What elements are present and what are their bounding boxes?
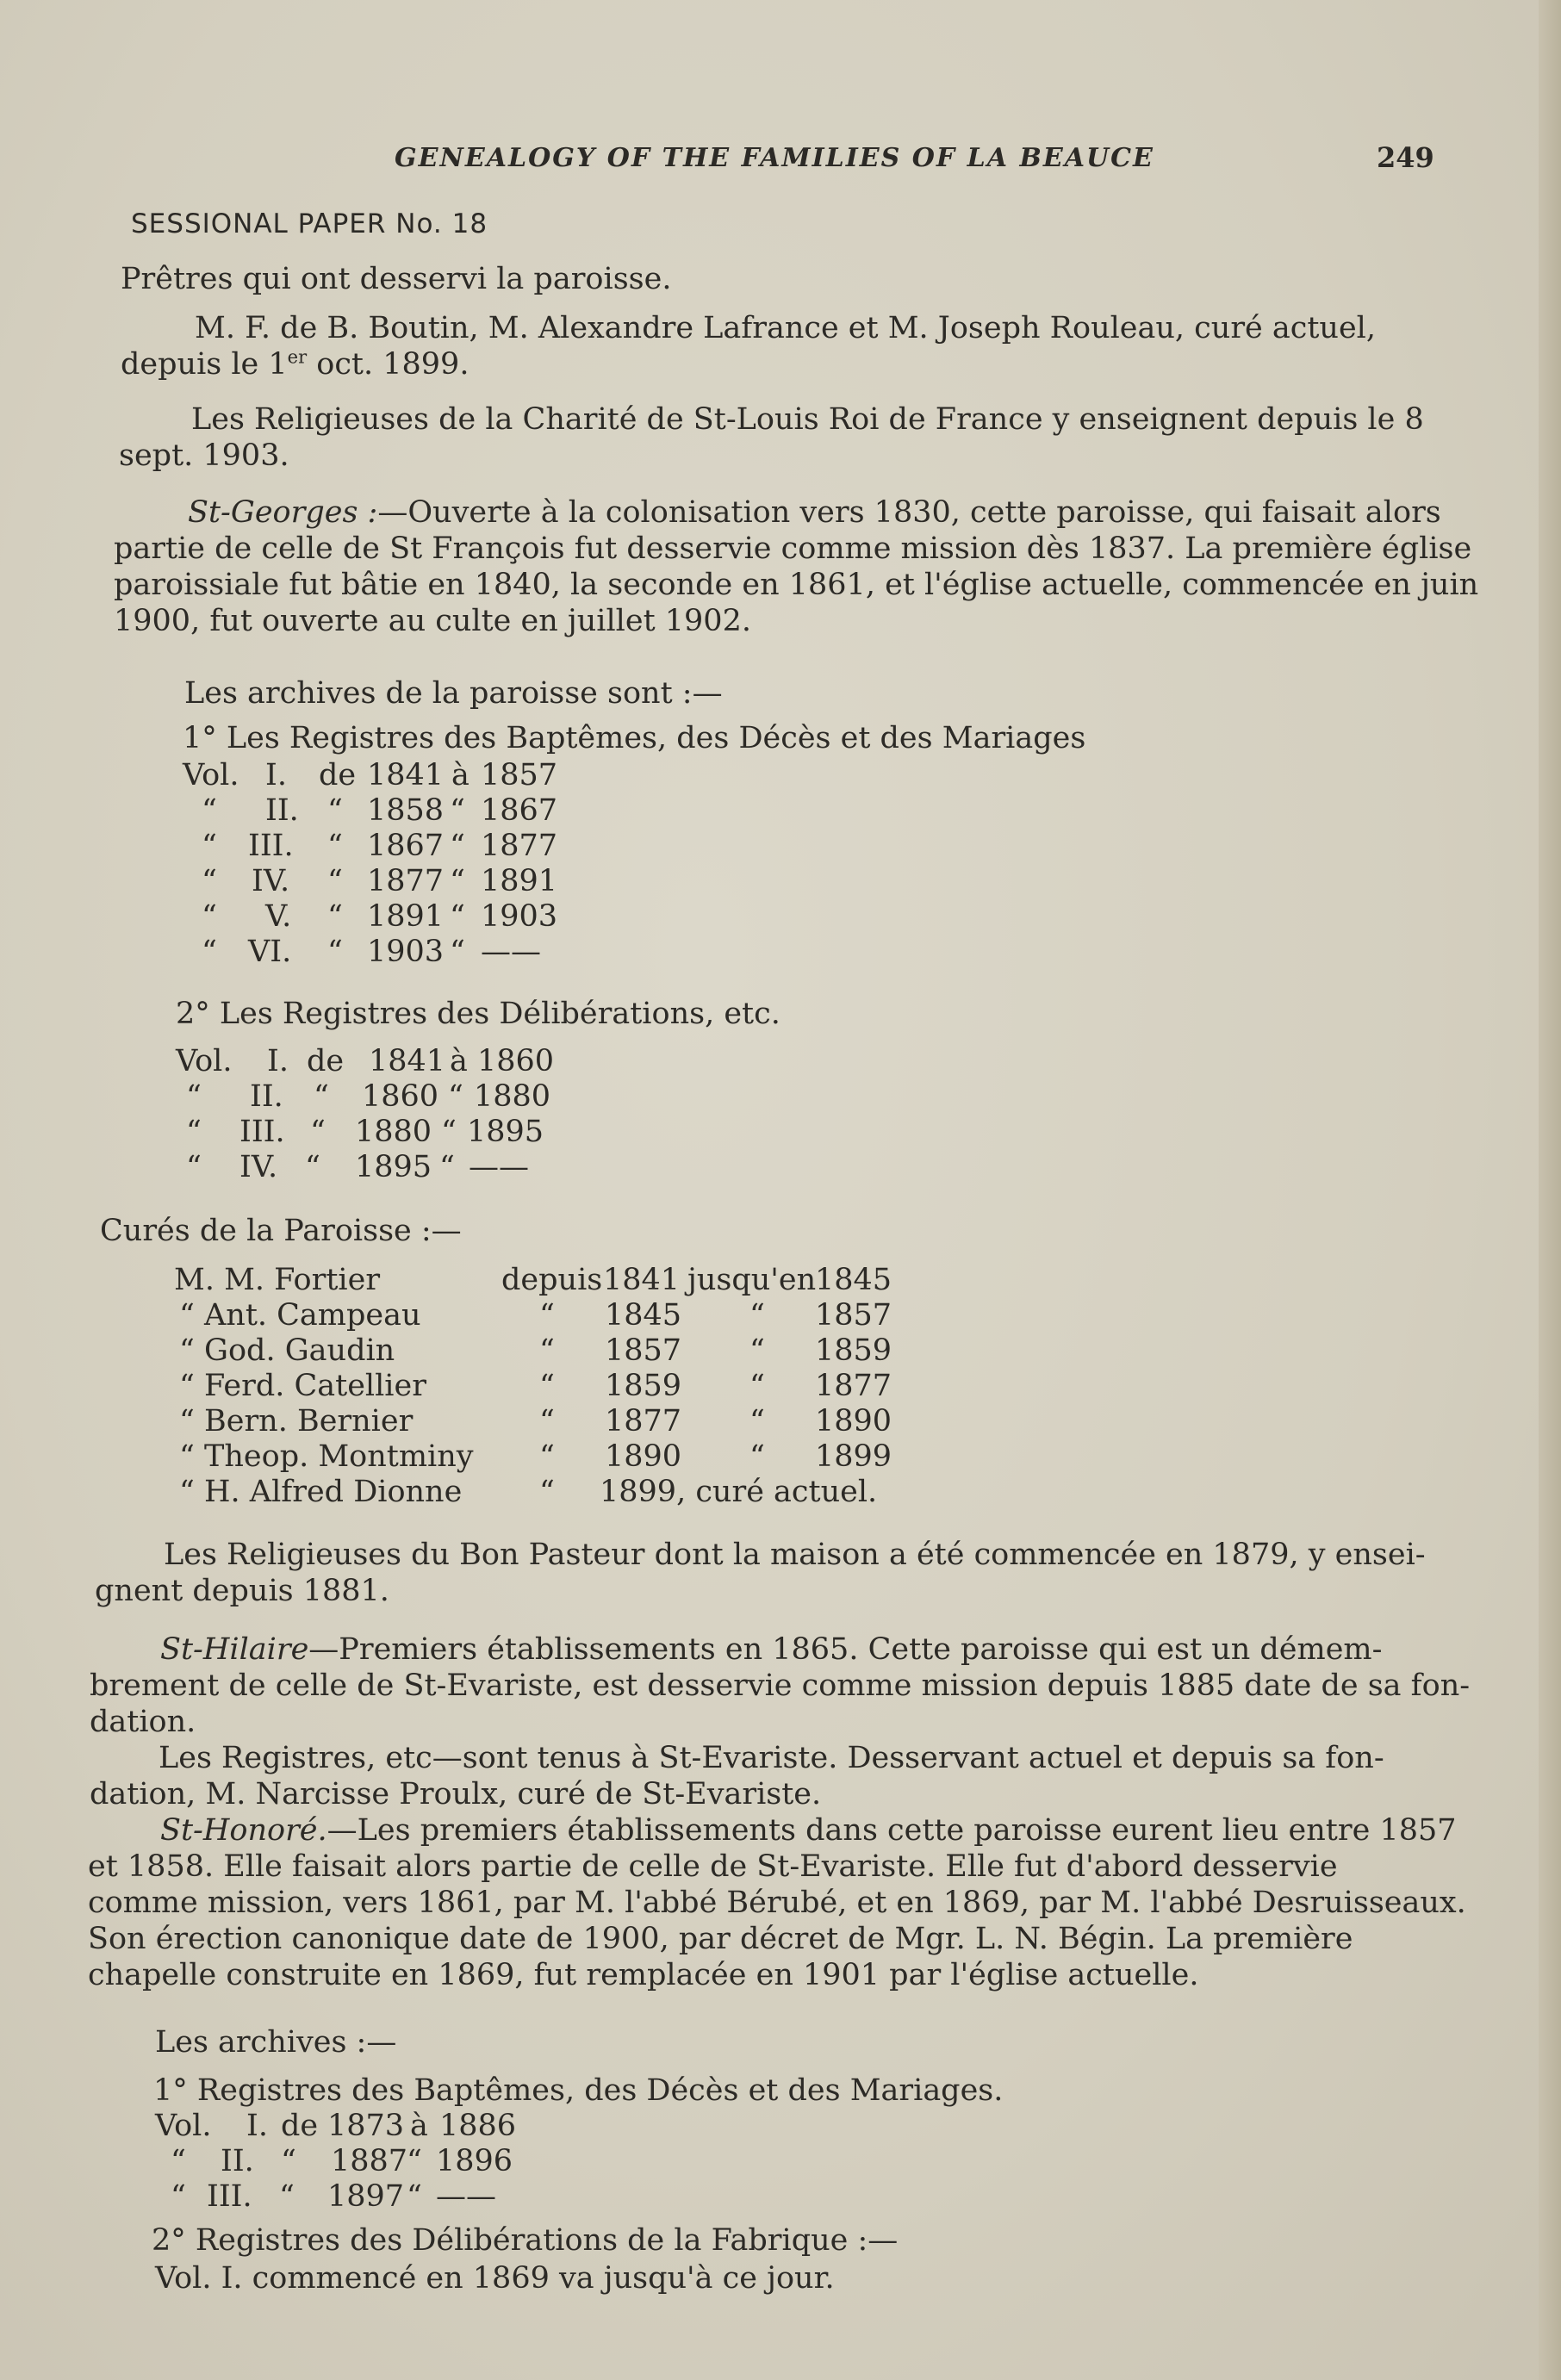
st-honore-line-1: St-Honoré.—Les premiers établissements dans cette paroisse eurent lieu entre 1857 xyxy=(160,1813,1457,1848)
boutin-line-2: depuis le 1er oct. 1899. xyxy=(121,346,470,382)
volume-row: “ II. “ 1887 “ 1896 xyxy=(171,2144,513,2178)
cure-row: “ Ferd. Catellier “ 1859 “ 1877 xyxy=(179,1369,892,1403)
st-georges-volumes-table xyxy=(183,758,613,970)
volume-row: “ II. “ 1860 “ 1880 xyxy=(186,1079,551,1114)
st-georges-registres-deliberations: 2° Les Registres des Délibérations, etc. xyxy=(176,997,780,1031)
st-hilaire-line-3: dation. xyxy=(90,1705,196,1739)
st-honore-heading: St-Honoré. xyxy=(160,1813,327,1848)
st-honore-registres-baptemes: 1° Registres des Baptêmes, des Décès et des Mariages. xyxy=(153,2073,1004,2108)
cure-row: M. M. Fortier depuis 1841 jusqu'en 1845 xyxy=(174,1263,892,1297)
running-head: GENEALOGY OF THE FAMILIES OF LA BEAUCE xyxy=(395,143,1154,173)
st-honore-line-4: Son érection canonique date de 1900, par décret de Mgr. L. N. Bégin. La première xyxy=(88,1922,1353,1956)
volume-row: “ V. “ 1891 “ 1903 xyxy=(202,899,558,934)
st-georges-archives: Les archives de la paroisse sont :— xyxy=(184,676,723,711)
volume-row: “ III. “ 1880 “ 1895 xyxy=(186,1115,544,1149)
st-georges-heading: St-Georges : xyxy=(188,495,378,530)
pretres-line: Prêtres qui ont desservi la paroisse. xyxy=(121,262,672,296)
cures-table xyxy=(174,1263,949,1510)
st-honore-volumes-table xyxy=(155,2109,586,2215)
page-number: 249 xyxy=(1377,141,1434,174)
volume-row: “ III. “ 1867 “ 1877 xyxy=(202,829,558,863)
volume-row: “ IV. “ 1895 “ —— xyxy=(186,1150,529,1184)
volume-row: Vol. I. de 1873 à 1886 xyxy=(155,2109,517,2143)
cure-row: “ Bern. Bernier “ 1877 “ 1890 xyxy=(179,1404,892,1439)
cures-heading: Curés de la Paroisse :— xyxy=(100,1214,462,1248)
page-edge xyxy=(1539,0,1561,2380)
cure-row: “ God. Gaudin “ 1857 “ 1859 xyxy=(179,1333,892,1368)
st-honore-line-5: chapelle construite en 1869, fut remplacée en 1901 par l'église actuelle. xyxy=(88,1958,1199,1992)
st-georges-line-3: paroissiale fut bâtie en 1840, la seconde en 1861, et l'église actuelle, commencée en juin xyxy=(114,568,1479,602)
bon-pasteur-line-1: Les Religieuses du Bon Pasteur dont la maison a été commencée en 1879, y ensei- xyxy=(164,1538,1426,1572)
religieuses-line-2: sept. 1903. xyxy=(119,438,289,473)
volume-row: “ II. “ 1858 “ 1867 xyxy=(202,793,558,828)
cure-row: “ Ant. Campeau “ 1845 “ 1857 xyxy=(179,1298,892,1333)
cure-row: “ H. Alfred Dionne “ 1899, curé actuel. xyxy=(179,1475,878,1509)
volume-row: “ VI. “ 1903 “ —— xyxy=(202,935,541,969)
st-georges-line-2: partie de celle de St François fut desservie comme mission dès 1837. La première église xyxy=(114,531,1472,566)
st-hilaire-registres-line-2: dation, M. Narcisse Proulx, curé de St-Evariste. xyxy=(90,1777,822,1811)
st-hilaire-line-1: St-Hilaire—Premiers établissements en 1865. Cette paroisse qui est un démem- xyxy=(160,1632,1383,1667)
sessional-paper-label: SESSIONAL PAPER No. 18 xyxy=(131,208,488,239)
religieuses-line-1: Les Religieuses de la Charité de St-Louis Roi de France y enseignent depuis le 8 xyxy=(191,402,1424,437)
st-georges-deliberations-table xyxy=(176,1044,606,1185)
st-hilaire-registres-line-1: Les Registres, etc—sont tenus à St-Evariste. Desservant actuel et depuis sa fon- xyxy=(159,1741,1384,1775)
st-honore-fabrique-volume: Vol. I. commencé en 1869 va jusqu'à ce jour. xyxy=(155,2261,835,2296)
st-honore-line-2: et 1858. Elle faisait alors partie de celle de St-Evariste. Elle fut d'abord desservie xyxy=(88,1849,1338,1884)
volume-row: “ IV. “ 1877 “ 1891 xyxy=(202,864,558,898)
st-honore-registres-fabrique: 2° Registres des Délibérations de la Fabrique :— xyxy=(152,2223,899,2258)
st-georges-line-4: 1900, fut ouverte au culte en juillet 1902. xyxy=(114,604,751,638)
st-georges-registres-baptemes: 1° Les Registres des Baptêmes, des Décès et des Mariages xyxy=(183,721,1086,755)
volume-row: Vol. I. de 1841 à 1860 xyxy=(176,1044,555,1078)
boutin-line-1: M. F. de B. Boutin, M. Alexandre Lafrance et M. Joseph Rouleau, curé actuel, xyxy=(195,311,1376,345)
st-hilaire-heading: St-Hilaire xyxy=(160,1632,309,1667)
st-hilaire-line-2: brement de celle de St-Evariste, est desservie comme mission depuis 1885 date de sa fon- xyxy=(90,1668,1471,1703)
bon-pasteur-line-2: gnent depuis 1881. xyxy=(95,1574,389,1608)
volume-row: “ III. “ 1897 “ —— xyxy=(171,2179,496,2214)
st-georges-line-1: St-Georges :—Ouverte à la colonisation vers 1830, cette paroisse, qui faisait alors xyxy=(188,495,1441,530)
cure-row: “ Theop. Montminy “ 1890 “ 1899 xyxy=(179,1439,892,1474)
st-honore-archives: Les archives :— xyxy=(155,2025,397,2060)
volume-row: Vol. I. de 1841 à 1857 xyxy=(183,758,558,792)
st-honore-line-3: comme mission, vers 1861, par M. l'abbé Bérubé, et en 1869, par M. l'abbé Desruisseaux. xyxy=(88,1886,1466,1920)
